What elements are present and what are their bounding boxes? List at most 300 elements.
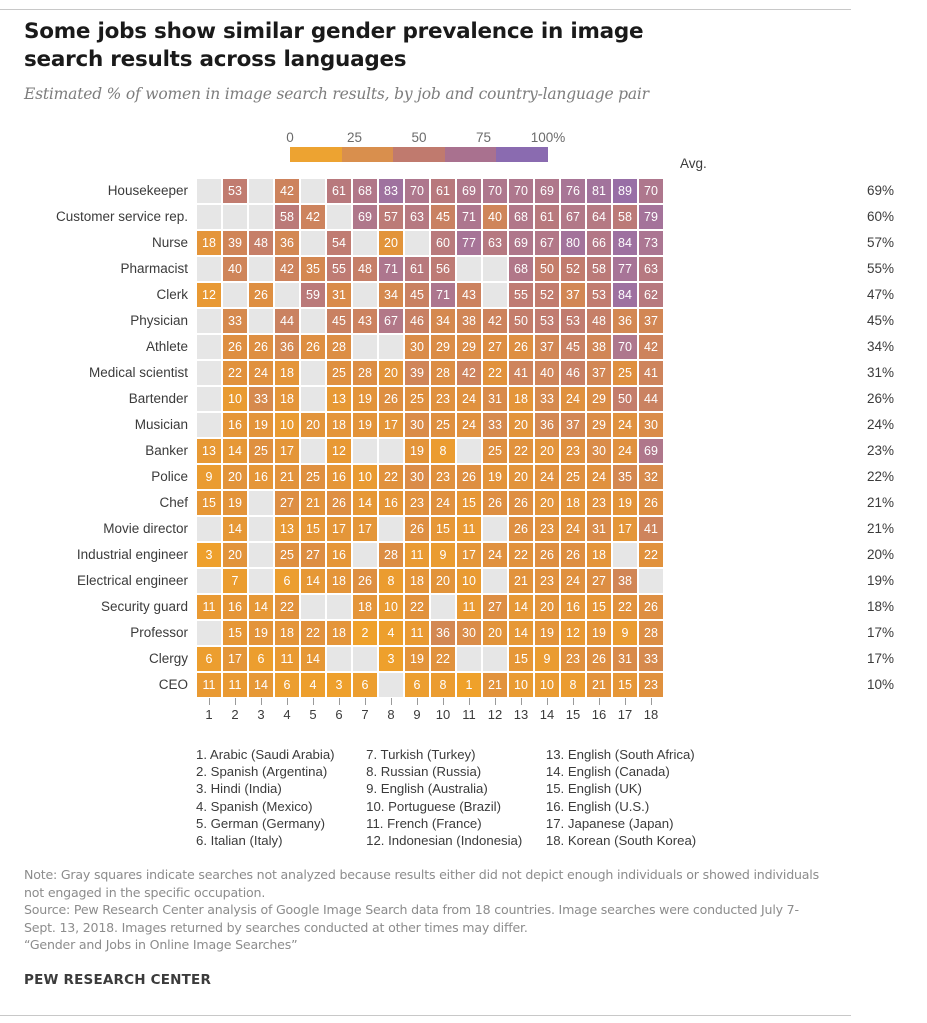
heatmap-cell: 24 xyxy=(560,516,586,542)
row-label: Security guard xyxy=(100,599,188,614)
x-axis-tick-label: 4 xyxy=(283,707,291,722)
heatmap-cell: 58 xyxy=(586,256,612,282)
heatmap-cell: 16 xyxy=(248,464,274,490)
heatmap-cell: 23 xyxy=(404,490,430,516)
heatmap-cell-empty xyxy=(222,282,248,308)
heatmap-cell: 22 xyxy=(378,464,404,490)
heatmap-cell: 23 xyxy=(534,516,560,542)
heatmap-row xyxy=(120,256,895,282)
heatmap-cell: 4 xyxy=(378,620,404,646)
heatmap-cell: 36 xyxy=(612,308,638,334)
heatmap-cell: 33 xyxy=(638,646,664,672)
heatmap-cell: 23 xyxy=(560,438,586,464)
heatmap-cell: 24 xyxy=(456,386,482,412)
heatmap-cell: 21 xyxy=(586,672,612,698)
legend-color-segment xyxy=(445,147,497,162)
heatmap-row xyxy=(130,308,895,334)
heatmap-cell: 59 xyxy=(300,282,326,308)
heatmap-cell: 28 xyxy=(638,620,664,646)
heatmap-cell: 46 xyxy=(404,308,430,334)
key-item: 4. Spanish (Mexico) xyxy=(196,798,313,814)
heatmap-cell: 7 xyxy=(222,568,248,594)
heatmap-cell: 17 xyxy=(378,412,404,438)
heatmap-cell: 8 xyxy=(430,672,456,698)
heatmap-cell: 68 xyxy=(352,178,378,204)
heatmap-cell: 19 xyxy=(404,438,430,464)
heatmap-cell: 45 xyxy=(430,204,456,230)
x-axis-labels xyxy=(196,705,664,725)
heatmap-cell: 25 xyxy=(248,438,274,464)
heatmap-cell: 9 xyxy=(196,464,222,490)
heatmap-cell: 6 xyxy=(404,672,430,698)
heatmap-cell: 26 xyxy=(248,282,274,308)
key-item: 12. Indonesian (Indonesia) xyxy=(366,833,523,849)
heatmap-cell: 28 xyxy=(378,542,404,568)
heatmap-cell: 17 xyxy=(456,542,482,568)
legend-tick: 100% xyxy=(530,130,566,145)
key-item: 8. Russian (Russia) xyxy=(366,764,482,780)
heatmap-cell: 18 xyxy=(326,568,352,594)
heatmap-cell: 52 xyxy=(534,282,560,308)
heatmap-cell: 22 xyxy=(430,646,456,672)
heatmap-cell-empty xyxy=(456,646,482,672)
heatmap-cell: 16 xyxy=(326,542,352,568)
heatmap-cell: 64 xyxy=(586,204,612,230)
heatmap-cell: 9 xyxy=(534,646,560,672)
heatmap-cell: 19 xyxy=(482,464,508,490)
heatmap-row xyxy=(55,204,895,230)
heatmap-cell: 21 xyxy=(300,490,326,516)
heatmap-cell: 26 xyxy=(222,334,248,360)
heatmap-cell: 26 xyxy=(508,334,534,360)
heatmap-cell: 20 xyxy=(430,568,456,594)
key-item: 11. French (France) xyxy=(366,815,482,831)
x-axis-tick xyxy=(404,698,430,705)
heatmap-cell: 11 xyxy=(404,542,430,568)
heatmap-cell: 10 xyxy=(352,464,378,490)
legend-tick: 50 xyxy=(411,130,427,145)
heatmap-cell: 53 xyxy=(586,282,612,308)
x-axis-tick-label: 11 xyxy=(462,707,476,722)
heatmap-cell: 6 xyxy=(274,568,300,594)
heatmap-cell: 25 xyxy=(430,412,456,438)
row-average: 55% xyxy=(867,261,895,276)
heatmap-cell: 17 xyxy=(352,516,378,542)
heatmap-cell-empty xyxy=(196,620,222,646)
heatmap-cell: 36 xyxy=(430,620,456,646)
heatmap-cell-empty xyxy=(196,516,222,542)
legend-tick: 25 xyxy=(346,130,363,145)
heatmap-cell: 10 xyxy=(508,672,534,698)
x-axis-tick-label: 16 xyxy=(591,707,607,722)
x-axis-tick xyxy=(222,698,248,705)
heatmap-cell: 67 xyxy=(560,204,586,230)
x-axis-tick-label: 9 xyxy=(413,707,421,722)
row-label: Nurse xyxy=(151,235,188,250)
heatmap-cell-empty xyxy=(378,334,404,360)
row-average: 17% xyxy=(867,625,895,640)
heatmap-cell-empty xyxy=(248,308,274,334)
heatmap-cell: 61 xyxy=(534,204,560,230)
heatmap-cell-empty xyxy=(326,594,352,620)
heatmap-row xyxy=(159,490,895,516)
heatmap-cell: 18 xyxy=(274,386,300,412)
heatmap-cell: 68 xyxy=(508,256,534,282)
key-item: 5. German (Germany) xyxy=(196,815,325,831)
key-item: 15. English (UK) xyxy=(545,781,642,797)
legend-tick-labels xyxy=(286,130,566,147)
row-average: 21% xyxy=(867,495,895,510)
heatmap-cell: 52 xyxy=(560,256,586,282)
heatmap-cell: 19 xyxy=(248,412,274,438)
heatmap-cell: 23 xyxy=(534,568,560,594)
heatmap-cell: 11 xyxy=(196,672,222,698)
heatmap-cell: 55 xyxy=(508,282,534,308)
heatmap-grid xyxy=(55,178,895,698)
row-average: 60% xyxy=(867,209,895,224)
row-label: Medical scientist xyxy=(88,365,188,380)
heatmap-cell: 17 xyxy=(612,516,638,542)
heatmap-cell: 10 xyxy=(456,568,482,594)
row-label: CEO xyxy=(158,677,188,692)
heatmap-cell: 41 xyxy=(638,516,664,542)
heatmap-cell: 69 xyxy=(534,178,560,204)
key-item: 9. English (Australia) xyxy=(366,781,488,797)
heatmap-row xyxy=(156,282,895,308)
heatmap-cell: 20 xyxy=(482,620,508,646)
heatmap-cell-empty xyxy=(300,230,326,256)
heatmap-cell-empty xyxy=(248,178,274,204)
heatmap-cell: 68 xyxy=(508,204,534,230)
heatmap-row xyxy=(130,620,895,646)
heatmap-cell: 20 xyxy=(378,230,404,256)
heatmap-cell: 20 xyxy=(222,542,248,568)
x-axis-tick-label: 7 xyxy=(361,707,369,722)
heatmap-cell: 21 xyxy=(482,672,508,698)
heatmap-cell: 19 xyxy=(248,620,274,646)
heatmap-cell: 70 xyxy=(638,178,664,204)
heatmap-cell: 9 xyxy=(612,620,638,646)
heatmap-cell: 17 xyxy=(274,438,300,464)
heatmap-cell: 21 xyxy=(508,568,534,594)
row-average: 23% xyxy=(867,443,895,458)
heatmap-cell: 31 xyxy=(326,282,352,308)
heatmap-cell-empty xyxy=(196,334,222,360)
heatmap-cell: 3 xyxy=(326,672,352,698)
heatmap-cell: 25 xyxy=(300,464,326,490)
row-average: 47% xyxy=(867,287,895,302)
heatmap-cell: 30 xyxy=(586,438,612,464)
page-title: Some jobs show similar gender prevalence in image search results across languages xyxy=(24,19,644,72)
heatmap-cell: 15 xyxy=(196,490,222,516)
heatmap-cell: 61 xyxy=(404,256,430,282)
heatmap-cell: 41 xyxy=(508,360,534,386)
heatmap-cell: 55 xyxy=(326,256,352,282)
row-label: Bartender xyxy=(128,391,188,406)
heatmap-cell: 6 xyxy=(352,672,378,698)
heatmap-row xyxy=(145,334,895,360)
heatmap-cell-empty xyxy=(352,230,378,256)
heatmap-cell: 30 xyxy=(404,464,430,490)
heatmap-cell: 63 xyxy=(482,230,508,256)
heatmap-cell: 16 xyxy=(222,412,248,438)
heatmap-cell: 53 xyxy=(560,308,586,334)
heatmap-cell: 13 xyxy=(274,516,300,542)
heatmap-cell: 26 xyxy=(534,542,560,568)
heatmap-cell-empty xyxy=(482,256,508,282)
heatmap-cell: 15 xyxy=(586,594,612,620)
heatmap-cell-empty xyxy=(222,204,248,230)
heatmap-cell: 38 xyxy=(586,334,612,360)
heatmap-cell: 27 xyxy=(482,594,508,620)
avg-column-header: Avg. xyxy=(680,156,707,171)
heatmap-cell: 15 xyxy=(430,516,456,542)
heatmap-cell: 4 xyxy=(300,672,326,698)
heatmap-cell: 20 xyxy=(508,412,534,438)
heatmap-cell: 14 xyxy=(248,594,274,620)
heatmap-cell-empty xyxy=(404,230,430,256)
top-divider xyxy=(0,9,851,10)
heatmap-cell: 32 xyxy=(638,464,664,490)
heatmap-cell: 81 xyxy=(586,178,612,204)
heatmap-cell: 20 xyxy=(300,412,326,438)
heatmap-cell: 19 xyxy=(352,386,378,412)
heatmap-cell: 29 xyxy=(456,334,482,360)
bottom-divider xyxy=(0,1015,851,1016)
heatmap-cell: 60 xyxy=(430,230,456,256)
heatmap-cell-empty xyxy=(300,594,326,620)
heatmap-cell: 34 xyxy=(430,308,456,334)
x-axis-tick xyxy=(456,698,482,705)
heatmap-cell: 26 xyxy=(508,516,534,542)
key-item: 13. English (South Africa) xyxy=(545,747,695,762)
heatmap-cell: 18 xyxy=(586,542,612,568)
row-label: Physician xyxy=(130,313,188,328)
heatmap-cell: 43 xyxy=(456,282,482,308)
heatmap-cell: 19 xyxy=(586,620,612,646)
heatmap-cell: 77 xyxy=(612,256,638,282)
heatmap-cell: 20 xyxy=(534,438,560,464)
heatmap-cell: 9 xyxy=(430,542,456,568)
heatmap-cell: 10 xyxy=(274,412,300,438)
row-label: Banker xyxy=(145,443,188,458)
heatmap-cell: 14 xyxy=(508,594,534,620)
heatmap-cell: 22 xyxy=(274,594,300,620)
heatmap-cell-empty xyxy=(352,542,378,568)
heatmap-cell: 17 xyxy=(326,516,352,542)
heatmap-cell-empty xyxy=(482,282,508,308)
heatmap-row xyxy=(103,516,895,542)
heatmap-cell: 42 xyxy=(274,178,300,204)
heatmap-cell: 15 xyxy=(300,516,326,542)
heatmap-cell: 36 xyxy=(274,334,300,360)
heatmap-cell: 61 xyxy=(430,178,456,204)
color-legend xyxy=(286,130,566,162)
heatmap-row xyxy=(76,542,895,568)
heatmap-cell: 18 xyxy=(352,594,378,620)
heatmap-cell-empty xyxy=(248,256,274,282)
heatmap-cell: 53 xyxy=(534,308,560,334)
heatmap-cell: 84 xyxy=(612,282,638,308)
heatmap-row xyxy=(76,568,895,594)
heatmap-cell: 30 xyxy=(404,334,430,360)
heatmap-cell: 15 xyxy=(456,490,482,516)
legend-color-segment xyxy=(496,147,548,162)
row-label: Musician xyxy=(134,417,188,432)
heatmap-cell: 19 xyxy=(352,412,378,438)
heatmap-cell: 40 xyxy=(482,204,508,230)
legend-color-segment xyxy=(342,147,394,162)
heatmap-cell: 54 xyxy=(326,230,352,256)
key-item: 16. English (U.S.) xyxy=(545,798,650,814)
x-axis-tick xyxy=(586,698,612,705)
heatmap-cell: 35 xyxy=(612,464,638,490)
heatmap-cell: 8 xyxy=(560,672,586,698)
heatmap-cell: 22 xyxy=(638,542,664,568)
heatmap-cell: 89 xyxy=(612,178,638,204)
heatmap-cell: 37 xyxy=(560,412,586,438)
heatmap-cell: 29 xyxy=(430,334,456,360)
heatmap-cell: 44 xyxy=(274,308,300,334)
legend-color-bar xyxy=(290,147,548,162)
heatmap-cell: 18 xyxy=(274,620,300,646)
row-average: 45% xyxy=(867,313,895,328)
x-axis-tick xyxy=(248,698,274,705)
heatmap-cell: 11 xyxy=(274,646,300,672)
row-label: Customer service rep. xyxy=(55,209,188,224)
heatmap-cell: 42 xyxy=(300,204,326,230)
heatmap-cell: 27 xyxy=(586,568,612,594)
heatmap-row xyxy=(151,230,895,256)
heatmap-cell: 58 xyxy=(612,204,638,230)
heatmap-cell: 14 xyxy=(300,646,326,672)
heatmap-cell: 3 xyxy=(196,542,222,568)
heatmap-cell: 36 xyxy=(534,412,560,438)
heatmap-cell: 24 xyxy=(560,386,586,412)
row-average: 18% xyxy=(867,599,895,614)
heatmap-cell: 67 xyxy=(378,308,404,334)
x-axis-tick xyxy=(378,698,404,705)
row-average: 69% xyxy=(867,183,895,198)
heatmap-cell: 67 xyxy=(534,230,560,256)
heatmap-cell: 11 xyxy=(456,516,482,542)
heatmap-row xyxy=(158,672,895,698)
heatmap-cell: 17 xyxy=(222,646,248,672)
heatmap-cell: 16 xyxy=(222,594,248,620)
heatmap-cell: 69 xyxy=(508,230,534,256)
heatmap-cell: 11 xyxy=(456,594,482,620)
heatmap-cell: 57 xyxy=(378,204,404,230)
key-column xyxy=(366,746,546,849)
x-axis-tick xyxy=(430,698,456,705)
heatmap-cell-empty xyxy=(378,516,404,542)
heatmap-cell: 25 xyxy=(326,360,352,386)
heatmap-cell-empty xyxy=(300,308,326,334)
x-axis-tick-label: 3 xyxy=(257,707,265,722)
heatmap-cell-empty xyxy=(482,516,508,542)
x-axis-tick-label: 13 xyxy=(513,707,529,722)
row-label: Athlete xyxy=(145,339,188,354)
heatmap-cell: 70 xyxy=(612,334,638,360)
page-subtitle: Estimated % of women in image search results, by job and country-language pair xyxy=(24,85,649,104)
heatmap-cell: 48 xyxy=(586,308,612,334)
heatmap-cell: 34 xyxy=(378,282,404,308)
heatmap-cell: 62 xyxy=(638,282,664,308)
heatmap-cell: 42 xyxy=(456,360,482,386)
country-language-key xyxy=(196,746,716,849)
heatmap-cell-empty xyxy=(456,256,482,282)
heatmap-cell-empty xyxy=(248,568,274,594)
heatmap-cell: 63 xyxy=(638,256,664,282)
row-average: 34% xyxy=(867,339,895,354)
heatmap-cell: 71 xyxy=(456,204,482,230)
x-axis-tick xyxy=(638,698,664,705)
heatmap-cell-empty xyxy=(196,178,222,204)
row-label: Police xyxy=(151,469,188,484)
heatmap-cell: 61 xyxy=(326,178,352,204)
heatmap-cell: 10 xyxy=(534,672,560,698)
heatmap-cell: 40 xyxy=(534,360,560,386)
heatmap-cell-empty xyxy=(300,386,326,412)
key-item: 14. English (Canada) xyxy=(545,764,670,780)
heatmap-cell: 24 xyxy=(612,438,638,464)
heatmap-cell: 20 xyxy=(534,594,560,620)
heatmap-cell: 23 xyxy=(586,490,612,516)
row-average: 19% xyxy=(867,573,895,588)
row-average: 24% xyxy=(867,417,895,432)
heatmap-cell-empty xyxy=(300,438,326,464)
heatmap-cell: 69 xyxy=(638,438,664,464)
heatmap-cell: 18 xyxy=(560,490,586,516)
heatmap-cell: 19 xyxy=(404,646,430,672)
row-average: 10% xyxy=(867,677,895,692)
heatmap-cell: 71 xyxy=(430,282,456,308)
key-item: 18. Korean (South Korea) xyxy=(545,833,697,849)
heatmap-cell: 38 xyxy=(612,568,638,594)
heatmap-cell: 50 xyxy=(612,386,638,412)
heatmap-cell: 16 xyxy=(560,594,586,620)
footnote-source: Source: Pew Research Center analysis of Google Image Search data from 18 countries. Image searches were conducted July 7-Sept. 13, 2018. Images returned by searches conducted at other times may differ. xyxy=(24,902,799,935)
heatmap-cell-empty xyxy=(248,542,274,568)
heatmap-cell: 50 xyxy=(508,308,534,334)
key-item: 3. Hindi (India) xyxy=(196,781,282,797)
heatmap-cell: 63 xyxy=(404,204,430,230)
heatmap-cell: 14 xyxy=(222,516,248,542)
heatmap-cell: 24 xyxy=(430,490,456,516)
row-label: Housekeeper xyxy=(107,183,188,198)
row-label: Pharmacist xyxy=(120,261,188,276)
heatmap-cell: 26 xyxy=(586,646,612,672)
heatmap-row xyxy=(148,646,895,672)
heatmap-cell: 24 xyxy=(586,464,612,490)
heatmap-cell: 18 xyxy=(274,360,300,386)
heatmap-cell: 18 xyxy=(326,620,352,646)
row-label: Industrial engineer xyxy=(76,547,188,562)
heatmap-cell-empty xyxy=(274,282,300,308)
heatmap-cell: 58 xyxy=(274,204,300,230)
heatmap-cell: 79 xyxy=(638,204,664,230)
heatmap-cell: 29 xyxy=(586,412,612,438)
row-label: Professor xyxy=(130,625,188,640)
heatmap-cell: 30 xyxy=(456,620,482,646)
heatmap-cell: 27 xyxy=(482,334,508,360)
row-average: 31% xyxy=(867,365,895,380)
heatmap-cell-empty xyxy=(196,360,222,386)
row-average: 20% xyxy=(867,547,895,562)
key-column xyxy=(546,746,716,849)
heatmap-cell: 8 xyxy=(378,568,404,594)
heatmap-cell-empty xyxy=(196,568,222,594)
